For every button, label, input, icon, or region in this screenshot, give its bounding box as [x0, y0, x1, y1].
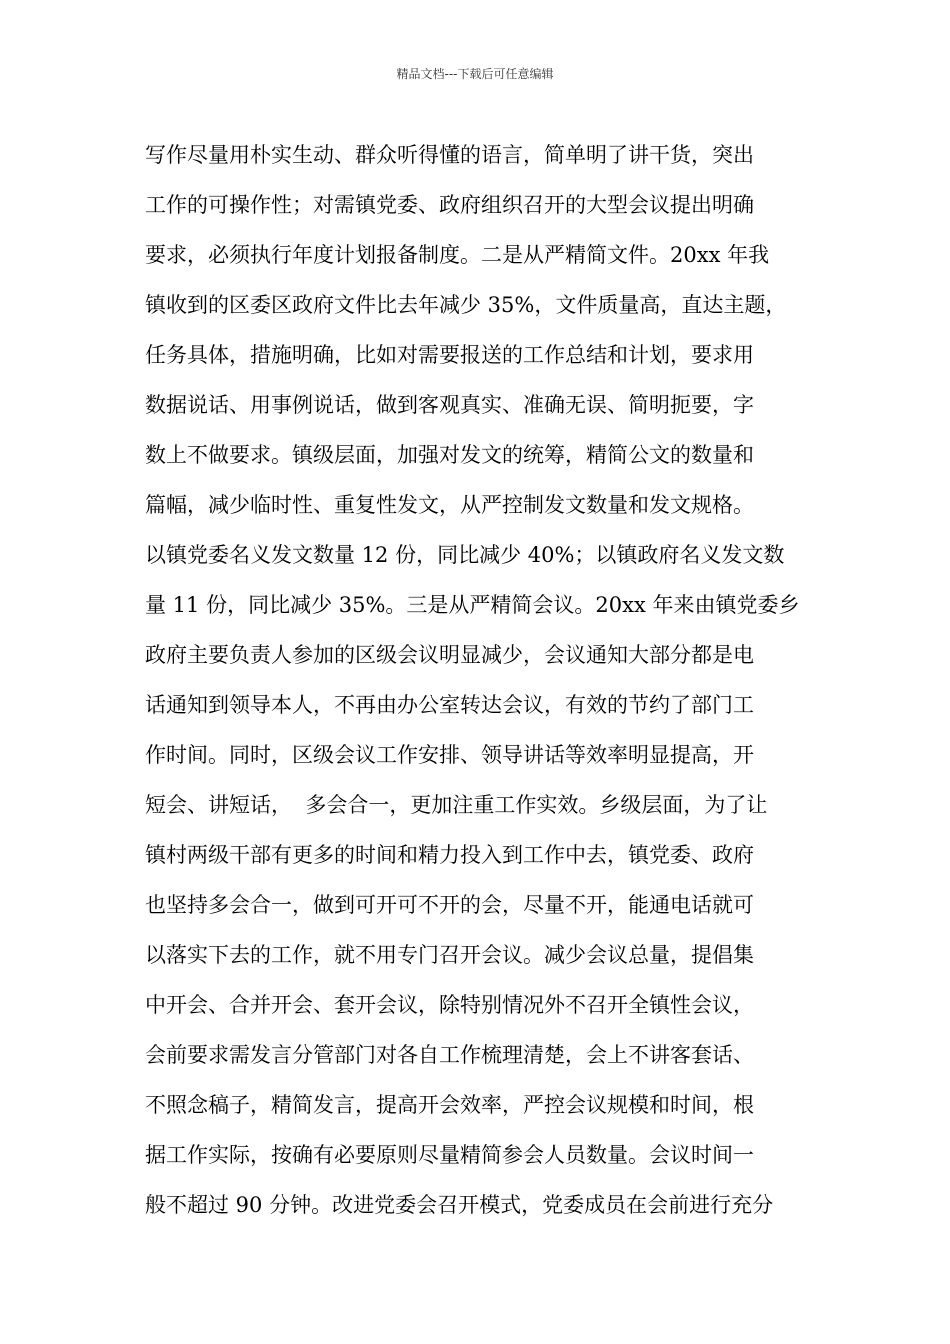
paragraph-line: 中开会、合并开会、套开会议，除特别情况外不召开全镇性会议，	[145, 993, 754, 1017]
paragraph-line: 写作尽量用朴实生动、群众听得懂的语言，简单明了讲干货，突出	[145, 143, 754, 167]
paragraph-line: 话通知到领导本人，不再由办公室转达会议，有效的节约了部门工	[145, 693, 754, 717]
page-header: 精品文档---下载后可任意编辑	[396, 67, 554, 81]
paragraph-line: 篇幅，减少临时性、重复性发文，从严控制发文数量和发文规格。	[145, 493, 754, 517]
document-body	[145, 130, 825, 1230]
paragraph-line: 短会、讲短话， 多会合一，更加注重工作实效。乡级层面，为了让	[145, 793, 768, 817]
paragraph-line: 据工作实际，按确有必要原则尽量精简参会人员数量。会议时间一	[145, 1143, 754, 1167]
paragraph-line: 作时间。同时，区级会议工作安排、领导讲话等效率明显提高，开	[145, 743, 754, 767]
paragraph-line: 镇村两级干部有更多的时间和精力投入到工作中去，镇党委、政府	[145, 843, 754, 867]
paragraph-line: 以落实下去的工作，就不用专门召开会议。减少会议总量，提倡集	[145, 943, 754, 967]
paragraph-line: 以镇党委名义发文数量 12 份，同比减少 40%；以镇政府名义发文数	[145, 543, 785, 567]
paragraph-line: 政府主要负责人参加的区级会议明显减少，会议通知大部分都是电	[145, 643, 754, 667]
paragraph-line: 镇收到的区委区政府文件比去年减少 35%，文件质量高，直达主题，	[145, 293, 787, 317]
paragraph-line: 任务具体，措施明确，比如对需要报送的工作总结和计划，要求用	[145, 343, 754, 367]
paragraph-line: 数据说话、用事例说话，做到客观真实、准确无误、简明扼要，字	[145, 393, 754, 417]
paragraph-line: 数上不做要求。镇级层面，加强对发文的统筹，精简公文的数量和	[145, 443, 754, 467]
paragraph-line: 要求，必须执行年度计划报备制度。二是从严精简文件。20xx 年我	[145, 243, 770, 267]
paragraph-line: 不照念稿子，精简发言，提高开会效率，严控会议规模和时间，根	[145, 1093, 754, 1117]
paragraph-line: 工作的可操作性；对需镇党委、政府组织召开的大型会议提出明确	[145, 193, 754, 217]
paragraph-line: 量 11 份，同比减少 35%。三是从严精简会议。20xx 年来由镇党委乡	[145, 593, 800, 617]
paragraph-line: 也坚持多会合一，做到可开可不开的会，尽量不开，能通电话就可	[145, 893, 754, 917]
paragraph-line: 般不超过 90 分钟。改进党委会召开模式，党委成员在会前进行充分	[145, 1193, 774, 1217]
paragraph-line: 会前要求需发言分管部门对各自工作梳理清楚，会上不讲客套话、	[145, 1043, 754, 1067]
